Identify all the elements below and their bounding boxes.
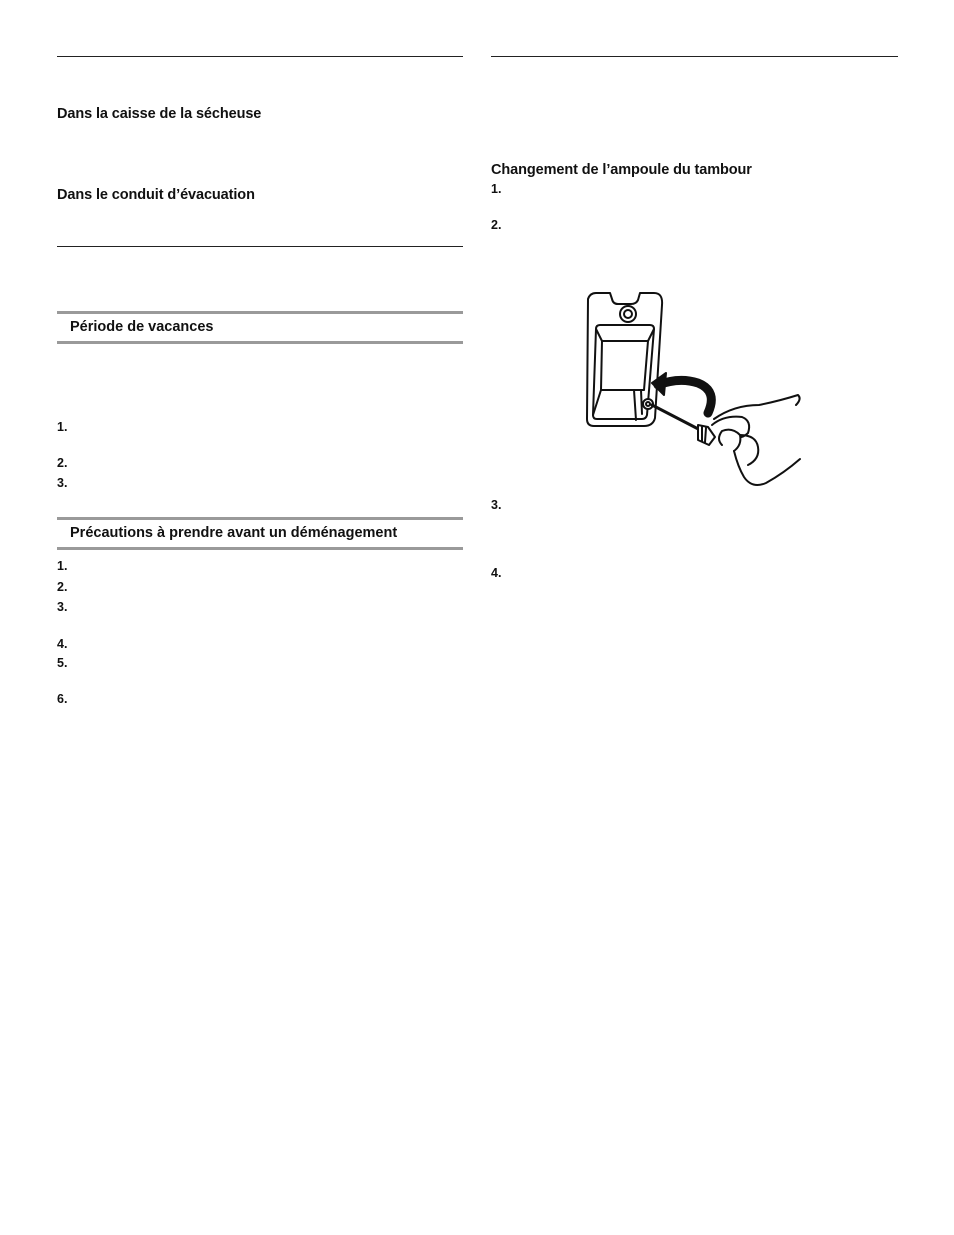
band-top-bar: [57, 311, 463, 314]
ampoule-step-2: 2.: [491, 218, 502, 232]
vacances-step-1: 1.: [57, 420, 68, 434]
vacances-step-2: 2.: [57, 456, 68, 470]
section-title-vacances: Période de vacances: [70, 319, 214, 335]
left-middle-rule: [57, 246, 463, 247]
right-top-rule: [491, 56, 898, 57]
screwdriver-hand-cover-icon: [584, 287, 806, 489]
demenagement-step-6: 6.: [57, 692, 68, 706]
heading-changement-ampoule: Changement de l’ampoule du tambour: [491, 162, 752, 178]
ampoule-step-4: 4.: [491, 566, 502, 580]
demenagement-step-5: 5.: [57, 656, 68, 670]
ampoule-step-1: 1.: [491, 182, 502, 196]
heading-dans-le-conduit: Dans le conduit d’évacuation: [57, 187, 255, 203]
section-band-demenagement: [57, 517, 463, 550]
demenagement-step-3: 3.: [57, 600, 68, 614]
heading-dans-la-caisse: Dans la caisse de la sécheuse: [57, 106, 262, 122]
left-top-rule: [57, 56, 463, 57]
demenagement-step-1: 1.: [57, 559, 68, 573]
demenagement-step-4: 4.: [57, 637, 68, 651]
vacances-step-3: 3.: [57, 476, 68, 490]
band-bottom-bar: [57, 547, 463, 550]
section-title-demenagement: Précautions à prendre avant un déménagement: [70, 525, 398, 541]
section-band-vacances: [57, 311, 463, 344]
band-bottom-bar: [57, 341, 463, 344]
demenagement-step-2: 2.: [57, 580, 68, 594]
ampoule-step-3: 3.: [491, 498, 502, 512]
band-top-bar: [57, 517, 463, 520]
